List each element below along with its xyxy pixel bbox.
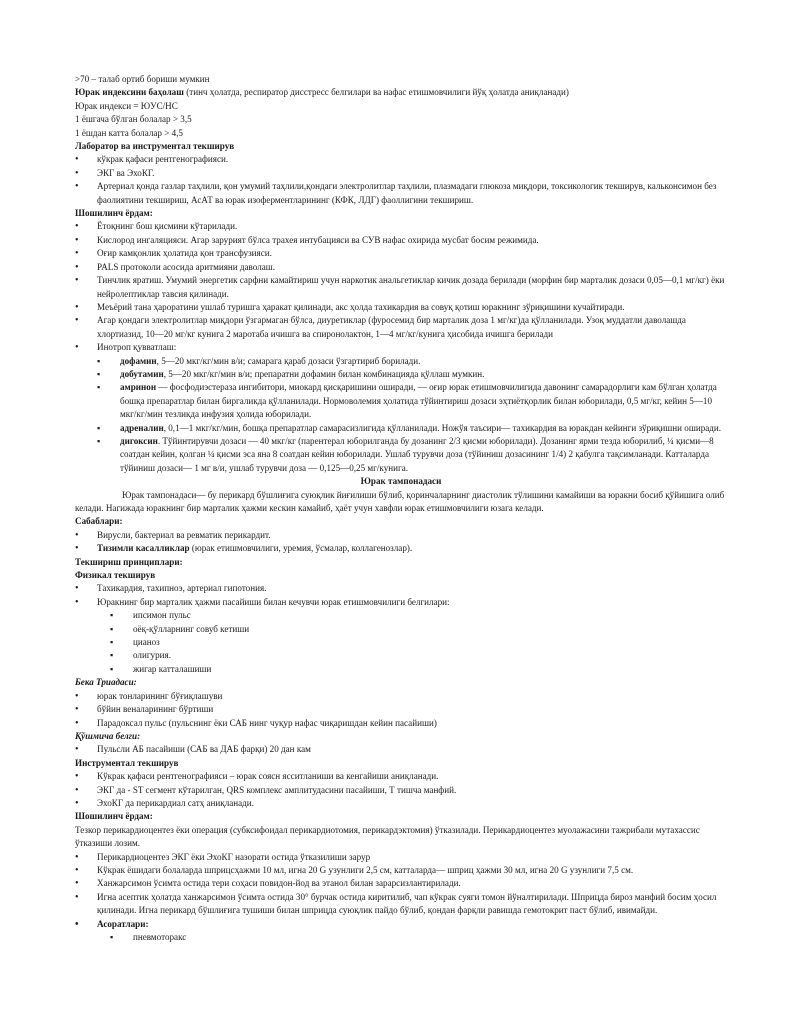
- list-item: • Кўкрак қафаси рентгенографияси – юрак соясн ясситланиши ва кенгайиши аниқланади.: [75, 770, 727, 783]
- emergency-intro: Тезкор перикардиоцентез ёки операция (субксифоидал перикардиотомия, перикардэктомия) ўтказилади. Перикардиоцентез муолажасини тажрибали мутахассис ўтказиши лозим.: [75, 824, 700, 849]
- beck-heading: Бека Триадаси:: [75, 677, 137, 688]
- inotrope-item: [75, 355, 727, 368]
- sub-list-item: ▪ оёқ-қўлларнинг совуб кетиши: [75, 623, 727, 636]
- list-item: • Парадоксал пульс (пульснинг ёки САБ нинг чуқур нафас чиқаришдан кейин пасайиши): [75, 717, 727, 730]
- sub-list-item: ▪ жигар катталашиши: [75, 663, 727, 676]
- list-item: • Перикардиоцентез ЭКГ ёки ЭхоКГ назорати остида ўтказилиши зарур: [75, 851, 727, 864]
- list-item: • ЭхоКГ да перикардиал сатҳ аниқланади.: [75, 797, 727, 810]
- sub-list-item: ▪ пневмоторакс: [75, 931, 727, 944]
- list-item: • Оғир камқонлик ҳолатида қон трансфузияси.: [75, 247, 727, 260]
- list-item: • Кислород ингаляцияси. Агар зарурият бўлса трахея интубацияси ва СУВ нафас охирида мусбат босим режимида.: [75, 234, 727, 247]
- list-item: • Тинчлик яратиш. Умумий энергетик сарфни камайтириш учун наркотик анальгетиклар кичик дозада берилади (морфин бир марталик дозаси 0,05—0,1 мг/кг) ёки нейролептиклар тавсия қилинади.: [75, 274, 727, 301]
- tamponade-emergency-heading: Шошилинч ёрдам:: [75, 811, 153, 822]
- instrumental-heading: Инструментал текширув: [75, 757, 179, 768]
- inotrope-item: [75, 435, 727, 475]
- inotrope-item: [75, 422, 727, 435]
- list-item: [75, 542, 727, 555]
- list-item: • ЭКГ ва ЭхоКГ.: [75, 167, 727, 180]
- drug-name: дигоксин: [120, 435, 158, 446]
- list-item: • PALS протоколи асосида аритмияни даволаш.: [75, 261, 727, 274]
- list-item: • Кўкрак ёшидаги болаларда шприцсҳажми 10 мл, игна 20 G узунлиги 2,5 см, катталарда— шприц ҳажми 30 мл, игна 20 G узунлиги 7,5 см.: [75, 864, 727, 877]
- complications-heading: • Асоратлари:: [75, 918, 727, 931]
- emergency-heading: Шошилинч ёрдам:: [75, 208, 153, 219]
- list-item: • Тахикардия, тахипноэ, артериал гипотония.: [75, 582, 727, 595]
- inotrope-item: [75, 368, 727, 381]
- kussmaul-heading: Қўшмича белги:: [75, 730, 141, 741]
- drug-name: адреналин: [120, 422, 164, 433]
- bold-term: Тизимли касалликлар: [97, 543, 190, 554]
- heart-index-formula: Юрак индекси = ЮУС/НС: [75, 100, 178, 111]
- drug-name: добутамин: [120, 368, 164, 379]
- section-title: Юрак тампонадаси: [360, 476, 442, 487]
- list-item: • Артериал қонда газлар таҳлили, қон умумий таҳлили,қондаги электролитлар таҳлили, плазмадаги глюкоза миқдори, токсикологик текширув, кальконсимон без фаолиятини текшириш, АсАТ ва юрак изоферментларининг (КФК, ЛДГ) фаоллигини текшириш.: [75, 180, 727, 207]
- lab-heading: Лаборатор ва инструментал текширув: [75, 141, 235, 152]
- sub-list-item: ▪ олигурия.: [75, 649, 727, 662]
- list-item: • Пульсли АБ пасайиши (САБ ва ДАБ фарқи) 20 дан кам: [75, 743, 727, 756]
- list-item: • юрак тонларининг бўғиқлашуви: [75, 690, 727, 703]
- list-item: [75, 529, 727, 542]
- item-text: (юрак етишмовчилиги, уремия, ўсмалар, коллагенозлар).: [189, 543, 413, 554]
- inotrope-item: [75, 381, 727, 421]
- list-item: • Агар қондаги электролитлар миқдори ўзгармаган бўлса, диуретиклар (фуросемид бир марталик доза 1 мг/кг)да қўлланилади. Узоқ муддатли даволашда хлортиазид, 10—20 мг/кг кунига 2 маротаба ичишга ва спиронолактон, 1—4 мг/кг/кунига ҳисобида ичишга берилади: [75, 314, 727, 341]
- heart-index-heading: Юрак индексини баҳолаш: [75, 87, 184, 98]
- sub-list-item: ▪ ипсимон пульс: [75, 609, 727, 622]
- principles-heading: Текшириш принциплари:: [75, 556, 183, 567]
- drug-name: дофамин: [120, 355, 157, 366]
- list-item: • Меъёрий тана ҳароратини ушлаб туришга ҳаракат қилинади, акс ҳолда тахикардия ва совуқ қотиш юракнинг зўриқишини кучайтиради.: [75, 301, 727, 314]
- list-item: • Игна асептик ҳолатда ханжарсимон ўсимта остида 30° бурчак остида киритилиб, чап кўкрак суяги томон йўналтирилади. Шприцда бироз манфий босим ҳосил қилинади. Игна перикард бўшлиғига тушиши билан шприцда суюқлик пайдо бўлиб, қондан фарқли равишда гемотокрит паст бўлиб, ивимайди.: [75, 891, 727, 918]
- document-page: [75, 73, 727, 944]
- drug-name: амринон: [120, 382, 157, 393]
- drug-text: , 5—20 мкг/кг/мин в/и; препаратни дофамин билан комбинацияда қўллаш мумкин.: [163, 368, 485, 379]
- under-one-value: 1 ёшгача бўлган болалар > 3,5: [75, 114, 192, 125]
- drug-text: , 5—20 мкг/кг/мин в/и; самарага қараб дозаси ўзгартириб борилади.: [156, 355, 421, 366]
- heart-index-paragraph: [75, 86, 727, 99]
- intro-paragraph: Юрак тампонадаси— бу перикард бўшлиғига суюқлик йиғилиши бўлиб, қоринчаларнинг диастолик тўлишини камайиши ва юракни босиб қўйишига олиб келади. Нагижада юракнинг бир марталик ҳажми кескин камайиб, ҳаёт учун хавфли юрак етишмовчилиги юзага келади.: [75, 489, 725, 513]
- list-item: • бўйин веналарининг бўртиши: [75, 703, 727, 716]
- sub-list-item: ▪ цианоз: [75, 636, 727, 649]
- over-one-value: 1 ёшдан катта болалар > 4,5: [75, 127, 183, 138]
- list-item: • кўкрак қафаси рентгенографияси.: [75, 153, 727, 166]
- item-text: Вирусли, бактериал ва ревматик перикардит.: [97, 529, 271, 540]
- list-item: • Инотроп қувватлаш:: [75, 341, 727, 354]
- list-item: • Ханжарсимон ўсимта остида тери соҳаси повидон-йод ва этанол билан зарарсизлантирилади.: [75, 877, 727, 890]
- drug-text: , 0,1—1 мкг/кг/мин, бошқа препаратлар самарасизлигида қўлланилади. Ножўя таъсири— тахикардия ва юракдан кейинги зўриқишни оширади.: [163, 422, 722, 433]
- physical-heading: Физикал текширув: [75, 570, 156, 581]
- drug-text: . Тўйинтирувчи дозаси — 40 мкг/кг (парентерал юборилганда бу дозанинг 2/3 қисми юборилади). Дозанинг ярми тезда юборилиб, ¼ қисми—8 соатдан кейин, қолган ¼ қисми эса яна 8 соатдан кейин юборилади. Ушлаб турувчи доза (тўйиниш дозасининг 1/4) 2 қабулга тақсимланади. Катталарда тўйиниш дозаси— 1 мг в/и, ушлаб турувчи доза — 0,125—0,25 мг/кунига.: [120, 435, 714, 473]
- list-item: • Ётоқнинг бош қисмини кўтарилади.: [75, 220, 727, 233]
- heart-index-note: (тинч ҳолатда, респиратор дисстресс белгилари ва нафас етишмовчилиги йўқ ҳолатда аниқланади): [183, 87, 569, 98]
- list-item: • Юракнинг бир марталик ҳажми пасайиши билан кечувчи юрак етишмовчилиги белгилари:: [75, 596, 727, 609]
- causes-heading: Сабаблари:: [75, 516, 123, 527]
- text-line: >70 – талаб ортиб бориши мумкин: [75, 74, 210, 84]
- drug-text: — фосфодиэстераза ингибитори, миокард қисқаришини оширади, — оғир юрак етишмовчилигида давонинг самарадорлиги кам бўлган ҳолатда бошқа препаратлар билан биргаликда қўлланилади. Нормоволемия ҳолатида тўйинтириш дозаси эҳтиётқорлик билан юборилади, 0,5 мг/кг, кейин 5—10 мкг/кг/мин тезликда инфузия ҳолида юборилади.: [120, 382, 717, 420]
- list-item: • ЭКГ да - ST сегмент кўтарилган, QRS комплекс амплитудасини пасайиши, Т тишча манфий.: [75, 784, 727, 797]
